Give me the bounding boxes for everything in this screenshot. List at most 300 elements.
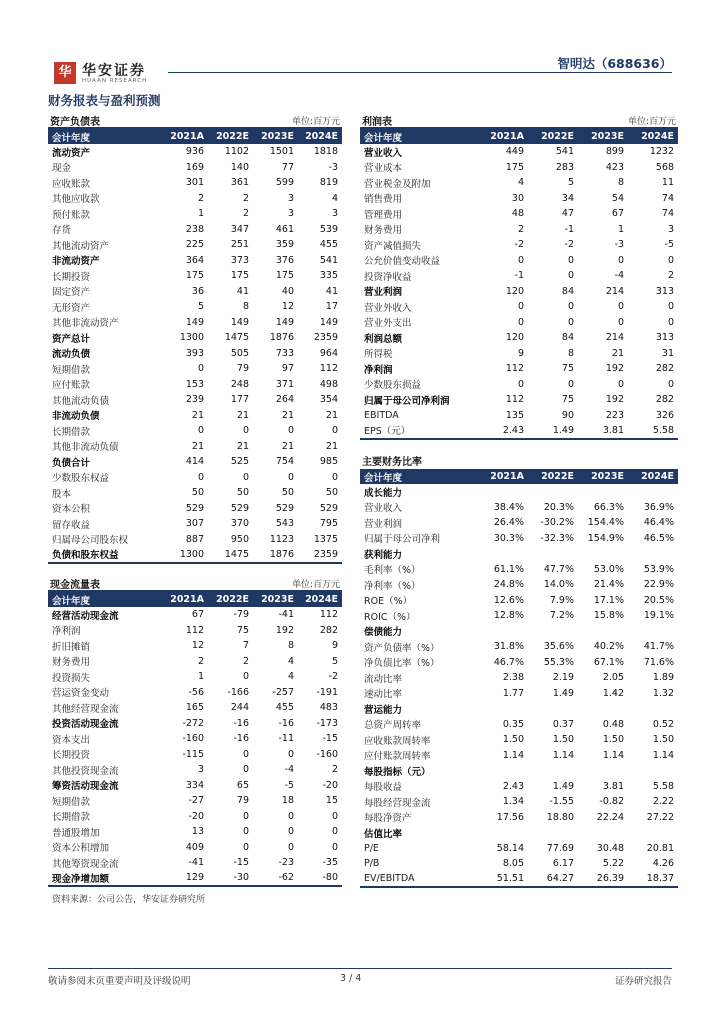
row-label: 负债合计 bbox=[52, 457, 91, 469]
cell-value: -2 bbox=[564, 239, 574, 251]
cell-value: 21 bbox=[281, 409, 294, 421]
cell-value: 11 bbox=[661, 177, 674, 189]
row-label: 应付账款周转率 bbox=[364, 751, 431, 763]
cell-value: 3 bbox=[331, 208, 338, 220]
cell-value: 1 bbox=[617, 223, 624, 235]
cell-value: 46.4% bbox=[643, 517, 674, 529]
table-row bbox=[360, 284, 678, 300]
cell-value: 0.52 bbox=[652, 718, 674, 730]
table-row bbox=[360, 377, 678, 393]
cell-value: 3 bbox=[287, 192, 294, 204]
cell-value: 529 bbox=[275, 502, 294, 514]
cell-value: 21 bbox=[191, 409, 204, 421]
cell-value: -27 bbox=[188, 795, 204, 807]
cell-value bbox=[478, 546, 528, 562]
cell-value: -3 bbox=[614, 239, 624, 251]
cell-value: 4 bbox=[331, 192, 338, 204]
cell-value: 5.58 bbox=[652, 424, 674, 436]
cell-value: 192 bbox=[605, 363, 624, 375]
table-row bbox=[360, 237, 678, 253]
row-label: 其他经营现金流 bbox=[52, 703, 119, 715]
cell-value: 40 bbox=[281, 285, 294, 297]
table-row bbox=[48, 716, 342, 732]
cell-value: 135 bbox=[505, 409, 524, 421]
cell-value bbox=[628, 825, 678, 841]
cell-value: -2 bbox=[514, 239, 524, 251]
row-label: 每股净资产 bbox=[364, 813, 412, 825]
row-label: 净利润 bbox=[52, 626, 81, 638]
cell-value: 3.81 bbox=[602, 780, 624, 792]
row-label: 营业收入 bbox=[364, 147, 403, 159]
cell-value bbox=[578, 546, 628, 562]
cell-value: 112 bbox=[185, 624, 204, 636]
table-row bbox=[48, 454, 342, 470]
cell-value: 359 bbox=[275, 239, 294, 251]
column-header-year: 2021A bbox=[164, 592, 208, 607]
cell-value: 2.43 bbox=[502, 424, 524, 436]
cell-value: 1232 bbox=[649, 146, 674, 158]
table-row bbox=[48, 747, 342, 763]
row-label: 筹资活动现金流 bbox=[52, 781, 119, 793]
row-label: 归属于母公司净利 bbox=[364, 534, 441, 546]
row-label: 资产减值损失 bbox=[364, 240, 422, 252]
cell-value: 414 bbox=[185, 456, 204, 468]
cell-value: 2 bbox=[667, 270, 674, 282]
cell-value: 214 bbox=[605, 285, 624, 297]
cell-value: -11 bbox=[278, 733, 294, 745]
row-label: EPS（元） bbox=[364, 426, 411, 438]
cell-value: 74 bbox=[661, 208, 674, 220]
cell-value: 0 bbox=[617, 316, 624, 328]
cell-value: 5 bbox=[331, 655, 338, 667]
cell-value: 0 bbox=[617, 378, 624, 390]
row-label: 净利润 bbox=[364, 364, 393, 376]
cell-value: 17.56 bbox=[496, 811, 524, 823]
cell-value: 1 bbox=[197, 671, 204, 683]
cell-value bbox=[528, 624, 578, 640]
company-name: 智明达（688636） bbox=[553, 54, 672, 72]
table-row bbox=[360, 531, 678, 547]
row-label: 资本公积 bbox=[52, 504, 91, 516]
cell-value: 409 bbox=[185, 841, 204, 853]
row-label: 短期借款 bbox=[52, 364, 91, 376]
table-row bbox=[48, 222, 342, 238]
cell-value: 2.43 bbox=[502, 780, 524, 792]
row-label: 营业利润 bbox=[364, 287, 403, 299]
cell-value: 225 bbox=[185, 239, 204, 251]
row-label: 公允价值变动收益 bbox=[364, 256, 441, 268]
cell-value: 248 bbox=[230, 378, 249, 390]
cell-value: 74 bbox=[661, 192, 674, 204]
table-row bbox=[48, 809, 342, 825]
table-row bbox=[48, 547, 342, 563]
cell-value: 120 bbox=[505, 332, 524, 344]
row-label: 营业外支出 bbox=[364, 318, 412, 330]
cell-value: 238 bbox=[185, 223, 204, 235]
cell-value: -79 bbox=[233, 609, 249, 621]
cell-value: 0 bbox=[331, 471, 338, 483]
cell-value: 1 bbox=[197, 208, 204, 220]
cell-value: 483 bbox=[319, 702, 338, 714]
cell-value: 2359 bbox=[313, 548, 338, 560]
row-label: 资本支出 bbox=[52, 734, 91, 746]
cell-value: 1.14 bbox=[652, 749, 674, 761]
table-row bbox=[360, 315, 678, 331]
cell-value bbox=[628, 484, 678, 500]
cell-value bbox=[528, 763, 578, 779]
cell-value: 282 bbox=[655, 363, 674, 375]
cell-value bbox=[478, 825, 528, 841]
cell-value: 347 bbox=[230, 223, 249, 235]
table-row bbox=[48, 361, 342, 377]
row-label: 偿债能力 bbox=[364, 627, 403, 639]
cell-value: 84 bbox=[561, 285, 574, 297]
cell-value: 35.6% bbox=[543, 641, 574, 653]
table-row bbox=[48, 175, 342, 191]
cell-value: 26.4% bbox=[493, 517, 524, 529]
cell-value: 13 bbox=[191, 826, 204, 838]
cell-value: -1 bbox=[564, 223, 574, 235]
row-label: 投资活动现金流 bbox=[52, 719, 119, 731]
table-row bbox=[360, 732, 678, 748]
cell-value: 0 bbox=[242, 425, 249, 437]
table-row bbox=[48, 731, 342, 747]
cell-value: 0.35 bbox=[502, 718, 524, 730]
cell-value bbox=[578, 825, 628, 841]
table-row bbox=[360, 748, 678, 764]
cell-value: 2359 bbox=[313, 332, 338, 344]
cell-value: 41 bbox=[325, 285, 338, 297]
cell-value: 46.7% bbox=[493, 656, 524, 668]
row-label: 固定资产 bbox=[52, 287, 91, 299]
table-row bbox=[48, 700, 342, 716]
row-label: 营业收入 bbox=[364, 503, 403, 515]
cell-value: 283 bbox=[555, 161, 574, 173]
cell-value: -2 bbox=[328, 671, 338, 683]
cell-value: 12 bbox=[191, 640, 204, 652]
cell-value: 0 bbox=[667, 254, 674, 266]
cell-value: 2 bbox=[242, 192, 249, 204]
page-number: 3 / 4 bbox=[340, 973, 362, 984]
cell-value: 61.1% bbox=[493, 563, 524, 575]
table-row bbox=[360, 779, 678, 795]
cell-value: 90 bbox=[561, 409, 574, 421]
cell-value: 75 bbox=[561, 394, 574, 406]
cell-value: -32.3% bbox=[540, 532, 574, 544]
cell-value: 8.05 bbox=[502, 858, 524, 870]
table-row bbox=[360, 253, 678, 269]
cell-value: 14.0% bbox=[543, 579, 574, 591]
cell-value: -4 bbox=[284, 764, 294, 776]
footer-divider bbox=[48, 968, 672, 969]
cell-value: 6.17 bbox=[552, 858, 574, 870]
cell-value: 21.4% bbox=[593, 579, 624, 591]
cell-value: -160 bbox=[182, 733, 204, 745]
row-label: 营业外收入 bbox=[364, 302, 412, 314]
ratios-header bbox=[360, 452, 678, 469]
cell-value: 2.05 bbox=[602, 672, 624, 684]
cell-value: 41.7% bbox=[643, 641, 674, 653]
cell-value: 1501 bbox=[269, 146, 294, 158]
cell-value: 0 bbox=[517, 254, 524, 266]
table-row bbox=[48, 439, 342, 455]
cell-value: 169 bbox=[185, 161, 204, 173]
cell-value: 47 bbox=[561, 208, 574, 220]
cell-value: -0.82 bbox=[599, 796, 624, 808]
column-header-year: 2022E bbox=[528, 129, 578, 144]
row-label: 获利能力 bbox=[364, 549, 403, 561]
cell-value: 0 bbox=[667, 316, 674, 328]
cell-value: -16 bbox=[233, 717, 249, 729]
cell-value: 2.19 bbox=[552, 672, 574, 684]
cell-value: 1.50 bbox=[552, 734, 574, 746]
cell-value: -41 bbox=[188, 857, 204, 869]
cell-value: 1818 bbox=[313, 146, 338, 158]
cell-value: -35 bbox=[322, 857, 338, 869]
cell-value: 51.51 bbox=[496, 873, 524, 885]
cash-flow-table bbox=[48, 592, 342, 887]
table-header-row bbox=[360, 469, 678, 484]
cell-value: 24.8% bbox=[493, 579, 524, 591]
cell-value: 5 bbox=[567, 177, 574, 189]
cell-value: -5 bbox=[664, 239, 674, 251]
table-row bbox=[48, 299, 342, 315]
cell-value bbox=[528, 825, 578, 841]
cell-value: 313 bbox=[655, 285, 674, 297]
table-row bbox=[360, 408, 678, 424]
column-header-label: 会计年度 bbox=[360, 469, 478, 484]
cell-value: 0 bbox=[667, 378, 674, 390]
table-row bbox=[360, 593, 678, 609]
cell-value: -15 bbox=[233, 857, 249, 869]
cell-value: -30.2% bbox=[540, 517, 574, 529]
cell-value: -166 bbox=[227, 686, 249, 698]
row-label: 预付账款 bbox=[52, 209, 91, 221]
row-label: ROIC（%） bbox=[364, 611, 416, 623]
cell-value: 66.3% bbox=[593, 501, 624, 513]
table-row bbox=[360, 686, 678, 702]
table-row bbox=[360, 655, 678, 671]
cell-value: 67 bbox=[191, 609, 204, 621]
cell-value: 0 bbox=[242, 748, 249, 760]
table-row bbox=[360, 546, 678, 562]
table-row bbox=[360, 670, 678, 686]
cell-value: 30.48 bbox=[596, 842, 624, 854]
table-header-row bbox=[48, 129, 342, 144]
column-header-year: 2024E bbox=[298, 129, 342, 144]
cell-value: 21 bbox=[236, 440, 249, 452]
table-row bbox=[48, 377, 342, 393]
cell-value: 964 bbox=[319, 347, 338, 359]
cell-value: 423 bbox=[605, 161, 624, 173]
cell-value: 0 bbox=[287, 425, 294, 437]
cell-value: 149 bbox=[319, 316, 338, 328]
row-label: 归属于母公司净利润 bbox=[364, 395, 450, 407]
cell-value: 1.34 bbox=[502, 796, 524, 808]
report-type: 证券研究报告 bbox=[614, 976, 672, 987]
table-row bbox=[360, 299, 678, 315]
row-label: 应收账款 bbox=[52, 178, 91, 190]
cell-value: 54 bbox=[611, 192, 624, 204]
cell-value: 364 bbox=[185, 254, 204, 266]
cell-value: 67 bbox=[611, 208, 624, 220]
table-row bbox=[360, 330, 678, 346]
table-row bbox=[48, 855, 342, 871]
row-label: 普通股增加 bbox=[52, 827, 100, 839]
cell-value: 21 bbox=[281, 440, 294, 452]
table-row bbox=[48, 346, 342, 362]
cell-value: -1 bbox=[514, 270, 524, 282]
cell-value: 0 bbox=[567, 254, 574, 266]
table-header-row bbox=[48, 592, 342, 607]
table-row bbox=[360, 500, 678, 516]
cell-value: 75 bbox=[236, 624, 249, 636]
cell-value: 1.32 bbox=[652, 687, 674, 699]
column-header-label: 会计年度 bbox=[48, 592, 164, 607]
column-header-year: 2023E bbox=[253, 129, 298, 144]
cell-value: 0 bbox=[331, 810, 338, 822]
cell-value: -62 bbox=[278, 872, 294, 884]
cell-value: 12 bbox=[281, 301, 294, 313]
cell-value: -23 bbox=[278, 857, 294, 869]
row-label: 流动资产 bbox=[52, 147, 91, 159]
cell-value: -257 bbox=[272, 686, 294, 698]
cell-value: 599 bbox=[275, 177, 294, 189]
cell-value: 307 bbox=[185, 518, 204, 530]
row-label: 利润总额 bbox=[364, 333, 403, 345]
table-row bbox=[360, 392, 678, 408]
cell-value: 1.49 bbox=[552, 687, 574, 699]
cell-value: 46.5% bbox=[643, 532, 674, 544]
table-row bbox=[48, 237, 342, 253]
page-title: 财务报表与盈利预测 bbox=[48, 93, 161, 108]
table-row bbox=[48, 840, 342, 856]
cell-value: 50 bbox=[281, 487, 294, 499]
cell-value: 936 bbox=[185, 146, 204, 158]
income-statement-unit: 单位:百万元 bbox=[627, 117, 676, 127]
column-header-year: 2023E bbox=[578, 129, 628, 144]
table-row bbox=[360, 825, 678, 841]
cell-value: 1375 bbox=[313, 533, 338, 545]
cell-value: 455 bbox=[319, 239, 338, 251]
cell-value: 313 bbox=[655, 332, 674, 344]
row-label: 财务费用 bbox=[52, 657, 91, 669]
cell-value: 8 bbox=[617, 177, 624, 189]
logo-subtitle: HUAAN RESEARCH bbox=[82, 78, 148, 84]
cell-value: 0 bbox=[197, 425, 204, 437]
cell-value bbox=[478, 763, 528, 779]
cell-value: 1.49 bbox=[552, 424, 574, 436]
table-row bbox=[48, 778, 342, 794]
cell-value: 4 bbox=[517, 177, 524, 189]
cell-value: 0 bbox=[287, 471, 294, 483]
cell-value: 154.4% bbox=[587, 517, 624, 529]
cell-value: 153 bbox=[185, 378, 204, 390]
cell-value: 1475 bbox=[224, 548, 249, 560]
cell-value: 21 bbox=[611, 347, 624, 359]
table-row bbox=[48, 191, 342, 207]
cell-value: 0 bbox=[331, 826, 338, 838]
cell-value: -41 bbox=[278, 609, 294, 621]
row-label: 财务费用 bbox=[364, 225, 403, 237]
column-header-year: 2021A bbox=[478, 129, 528, 144]
row-label: 净利率（%） bbox=[364, 580, 421, 592]
cell-value: 71.6% bbox=[643, 656, 674, 668]
cell-value: 0.48 bbox=[602, 718, 624, 730]
cell-value: 985 bbox=[319, 456, 338, 468]
row-label: 其他非流动负债 bbox=[52, 442, 119, 454]
table-row bbox=[48, 685, 342, 701]
cell-value: 301 bbox=[185, 177, 204, 189]
page-header bbox=[48, 50, 672, 86]
row-label: 总资产周转率 bbox=[364, 720, 422, 732]
cell-value: -3 bbox=[328, 161, 338, 173]
cell-value: 282 bbox=[655, 394, 674, 406]
cell-value: 0 bbox=[287, 826, 294, 838]
ratios-table bbox=[360, 469, 678, 888]
cell-value: 370 bbox=[230, 518, 249, 530]
row-label: 营业税金及附加 bbox=[364, 178, 431, 190]
cell-value: 4 bbox=[287, 655, 294, 667]
cell-value: 175 bbox=[505, 161, 524, 173]
cell-value: 120 bbox=[505, 285, 524, 297]
cell-value: 3 bbox=[667, 223, 674, 235]
cell-value: 1.89 bbox=[652, 672, 674, 684]
cell-value: 15.8% bbox=[593, 610, 624, 622]
cell-value: 1876 bbox=[269, 332, 294, 344]
disclaimer-text: 敬请参阅末页重要声明及评级说明 bbox=[48, 976, 191, 987]
row-label: 其他流动负债 bbox=[52, 395, 110, 407]
row-label: 归属母公司股东权 bbox=[52, 535, 129, 547]
cell-value: 192 bbox=[605, 394, 624, 406]
cell-value: 525 bbox=[230, 456, 249, 468]
table-row bbox=[48, 485, 342, 501]
column-header-label: 会计年度 bbox=[48, 129, 164, 144]
cell-value: 754 bbox=[275, 456, 294, 468]
cell-value: 0 bbox=[242, 810, 249, 822]
table-row bbox=[360, 841, 678, 857]
row-label: 速动比率 bbox=[364, 689, 403, 701]
cell-value: -56 bbox=[188, 686, 204, 698]
ratios-title: 主要财务比率 bbox=[362, 457, 422, 468]
cell-value bbox=[578, 701, 628, 717]
cell-value: 543 bbox=[275, 518, 294, 530]
table-row bbox=[360, 608, 678, 624]
table-row bbox=[48, 501, 342, 517]
cell-value bbox=[578, 763, 628, 779]
cell-value: 0 bbox=[242, 764, 249, 776]
cell-value: 58.14 bbox=[496, 842, 524, 854]
cell-value: 0 bbox=[617, 254, 624, 266]
cell-value: 1102 bbox=[224, 146, 249, 158]
row-label: 流动负债 bbox=[52, 349, 91, 361]
cell-value: 1.49 bbox=[552, 780, 574, 792]
row-label: 短期借款 bbox=[52, 796, 91, 808]
cell-value: 251 bbox=[230, 239, 249, 251]
cell-value: 950 bbox=[230, 533, 249, 545]
cell-value: 541 bbox=[555, 146, 574, 158]
row-label: 现金净增加额 bbox=[52, 873, 110, 885]
cell-value: 149 bbox=[185, 316, 204, 328]
cell-value: 64.27 bbox=[546, 873, 574, 885]
cell-value: -115 bbox=[182, 748, 204, 760]
cell-value: -20 bbox=[188, 810, 204, 822]
row-label: 净负债比率（%） bbox=[364, 658, 440, 670]
table-row bbox=[360, 562, 678, 578]
cell-value: 0 bbox=[517, 301, 524, 313]
row-label: 投资损失 bbox=[52, 672, 91, 684]
cell-value: 0 bbox=[331, 425, 338, 437]
